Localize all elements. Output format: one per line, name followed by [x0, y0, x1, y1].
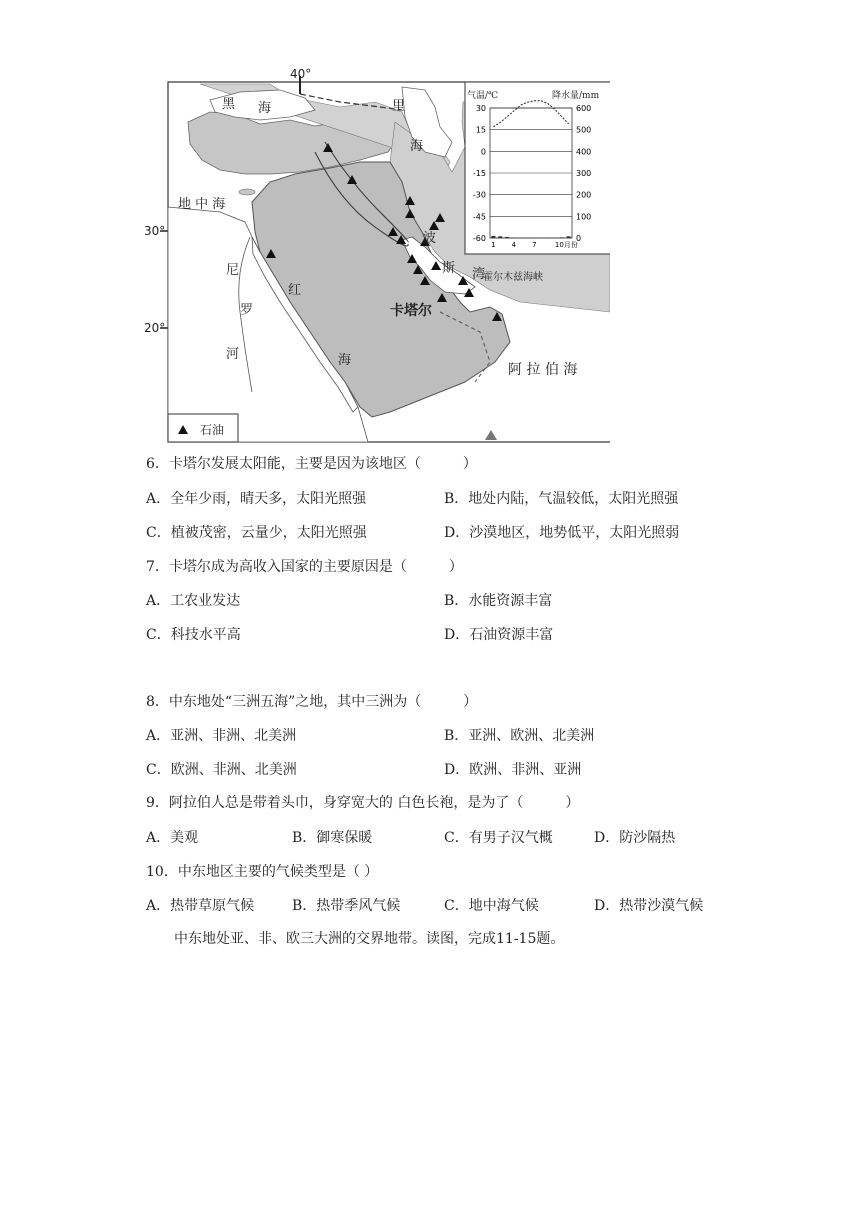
precip-bar — [512, 238, 516, 239]
temp-tick-label: 30 — [475, 104, 486, 113]
temp-tick-label: 15 — [475, 125, 486, 135]
question-7-option-b[interactable]: B．水能资源丰富 — [444, 593, 553, 609]
question-9-stem: 9．阿拉伯人总是带着头巾，身穿宽大的 白色长袍，是为了（ ） — [146, 795, 580, 811]
arabian-sea-label: 阿 拉 伯 海 — [508, 362, 578, 378]
question-8-option-b[interactable]: B．亚洲、欧洲、北美洲 — [444, 728, 595, 744]
lat-30-label: 30° — [144, 224, 166, 238]
question-7-stem: 7．卡塔尔成为高收入国家的主要原因是（ ） — [146, 559, 463, 575]
question-10-stem: 10．中东地区主要的气候类型是（ ） — [146, 864, 379, 880]
month-tick-label: 1 — [491, 241, 496, 249]
temp-tick-label: -30 — [472, 190, 486, 200]
caspian-label-1: 里 — [392, 99, 406, 114]
intro-text: 中东地处亚、非、欧三大洲的交界地带。读图，完成11-15题。 — [174, 931, 565, 947]
persian-gulf-label-3: 湾 — [472, 267, 486, 282]
black-sea-label-2: 海 — [258, 101, 272, 116]
question-7-option-d[interactable]: D．石油资源丰富 — [444, 627, 554, 643]
temp-tick-label: -60 — [472, 234, 486, 243]
persian-gulf-label-1: 波 — [423, 231, 437, 246]
lat-40-label: 40° — [290, 67, 312, 81]
persian-gulf-label-2: 斯 — [442, 261, 456, 276]
precip-tick-label: 0 — [576, 234, 582, 243]
climate-chart — [465, 82, 610, 254]
question-8-option-a[interactable]: A．亚洲、非洲、北美洲 — [146, 728, 297, 744]
precip-axis-label: 降水量/mm — [552, 91, 600, 101]
precip-tick-label: 300 — [576, 169, 592, 178]
precip-bar — [526, 238, 530, 239]
precip-bar — [532, 238, 536, 239]
temp-tick-label: -45 — [472, 212, 486, 222]
question-6-option-a[interactable]: A．全年少雨，晴天多，太阳光照强 — [146, 491, 367, 507]
question-9-option-c[interactable]: C．有男子汉气概 — [444, 830, 553, 846]
question-7-option-c[interactable]: C．科技水平高 — [146, 627, 241, 643]
precip-bar — [567, 236, 571, 238]
question-10-option-a[interactable]: A．热带草原气候 — [146, 898, 255, 914]
precip-tick-label: 500 — [576, 125, 592, 135]
question-8-option-c[interactable]: C．欧洲、非洲、北美洲 — [146, 762, 297, 778]
precip-bar — [491, 236, 495, 238]
question-9-option-b[interactable]: B．御寒保暖 — [292, 830, 373, 846]
precip-bar — [519, 238, 523, 239]
question-7-option-a[interactable]: A．工农业发达 — [146, 593, 241, 609]
nile-label-1: 尼 — [226, 263, 240, 278]
temp-tick-label: 0 — [480, 147, 486, 157]
red-sea-label-2: 海 — [338, 353, 352, 368]
question-9-option-a[interactable]: A．美观 — [146, 830, 199, 846]
question-6-option-d[interactable]: D．沙漠地区，地势低平，太阳光照弱 — [444, 525, 680, 541]
question-6-stem: 6．卡塔尔发展太阳能，主要是因为该地区（ ） — [146, 456, 477, 472]
qatar-label: 卡塔尔 — [390, 303, 432, 319]
month-tick-label: 7 — [532, 241, 537, 249]
cyprus-island — [239, 189, 255, 195]
caspian-label-2: 海 — [410, 139, 424, 154]
question-10-option-c[interactable]: C．地中海气候 — [444, 898, 539, 914]
red-sea-label-1: 红 — [288, 283, 302, 298]
precip-bar — [553, 238, 557, 239]
mediterranean-label: 地 中 海 — [178, 197, 226, 212]
question-8-stem: 8．中东地处“三洲五海”之地，其中三洲为（ ） — [146, 694, 478, 710]
precip-tick-label: 200 — [576, 190, 592, 200]
precip-tick-label: 100 — [576, 212, 592, 222]
precip-bar — [498, 236, 502, 238]
nile-label-2: 罗 — [240, 303, 254, 318]
question-10-option-b[interactable]: B．热带季风气候 — [292, 898, 401, 914]
precip-bar — [539, 238, 543, 239]
question-6-option-c[interactable]: C．植被茂密，云量少，太阳光照强 — [146, 525, 367, 541]
nile-label-3: 河 — [226, 347, 240, 362]
question-10-option-d[interactable]: D．热带沙漠气候 — [594, 898, 704, 914]
lat-20-label: 20° — [144, 321, 166, 335]
precip-bar — [560, 237, 564, 238]
precip-tick-label: 400 — [576, 147, 592, 157]
question-6-option-b[interactable]: B．地处内陆，气温较低，太阳光照强 — [444, 491, 679, 507]
month-tick-label: 10月份 — [554, 241, 578, 249]
question-9-option-d[interactable]: D．防沙隔热 — [594, 830, 676, 846]
precip-bar — [546, 238, 550, 239]
temp-axis-label: 气温/℃ — [467, 91, 499, 101]
middle-east-map — [140, 62, 610, 447]
hormuz-label: 霍尔木兹海峡 — [483, 272, 543, 283]
legend-oil-label: 石油 — [200, 423, 225, 437]
temp-tick-label: -15 — [472, 169, 486, 178]
black-sea-label-1: 黑 — [222, 97, 236, 112]
question-8-option-d[interactable]: D．欧洲、非洲、亚洲 — [444, 762, 582, 778]
month-tick-label: 4 — [511, 241, 517, 249]
precip-bar — [505, 237, 509, 238]
precip-tick-label: 600 — [576, 104, 592, 113]
